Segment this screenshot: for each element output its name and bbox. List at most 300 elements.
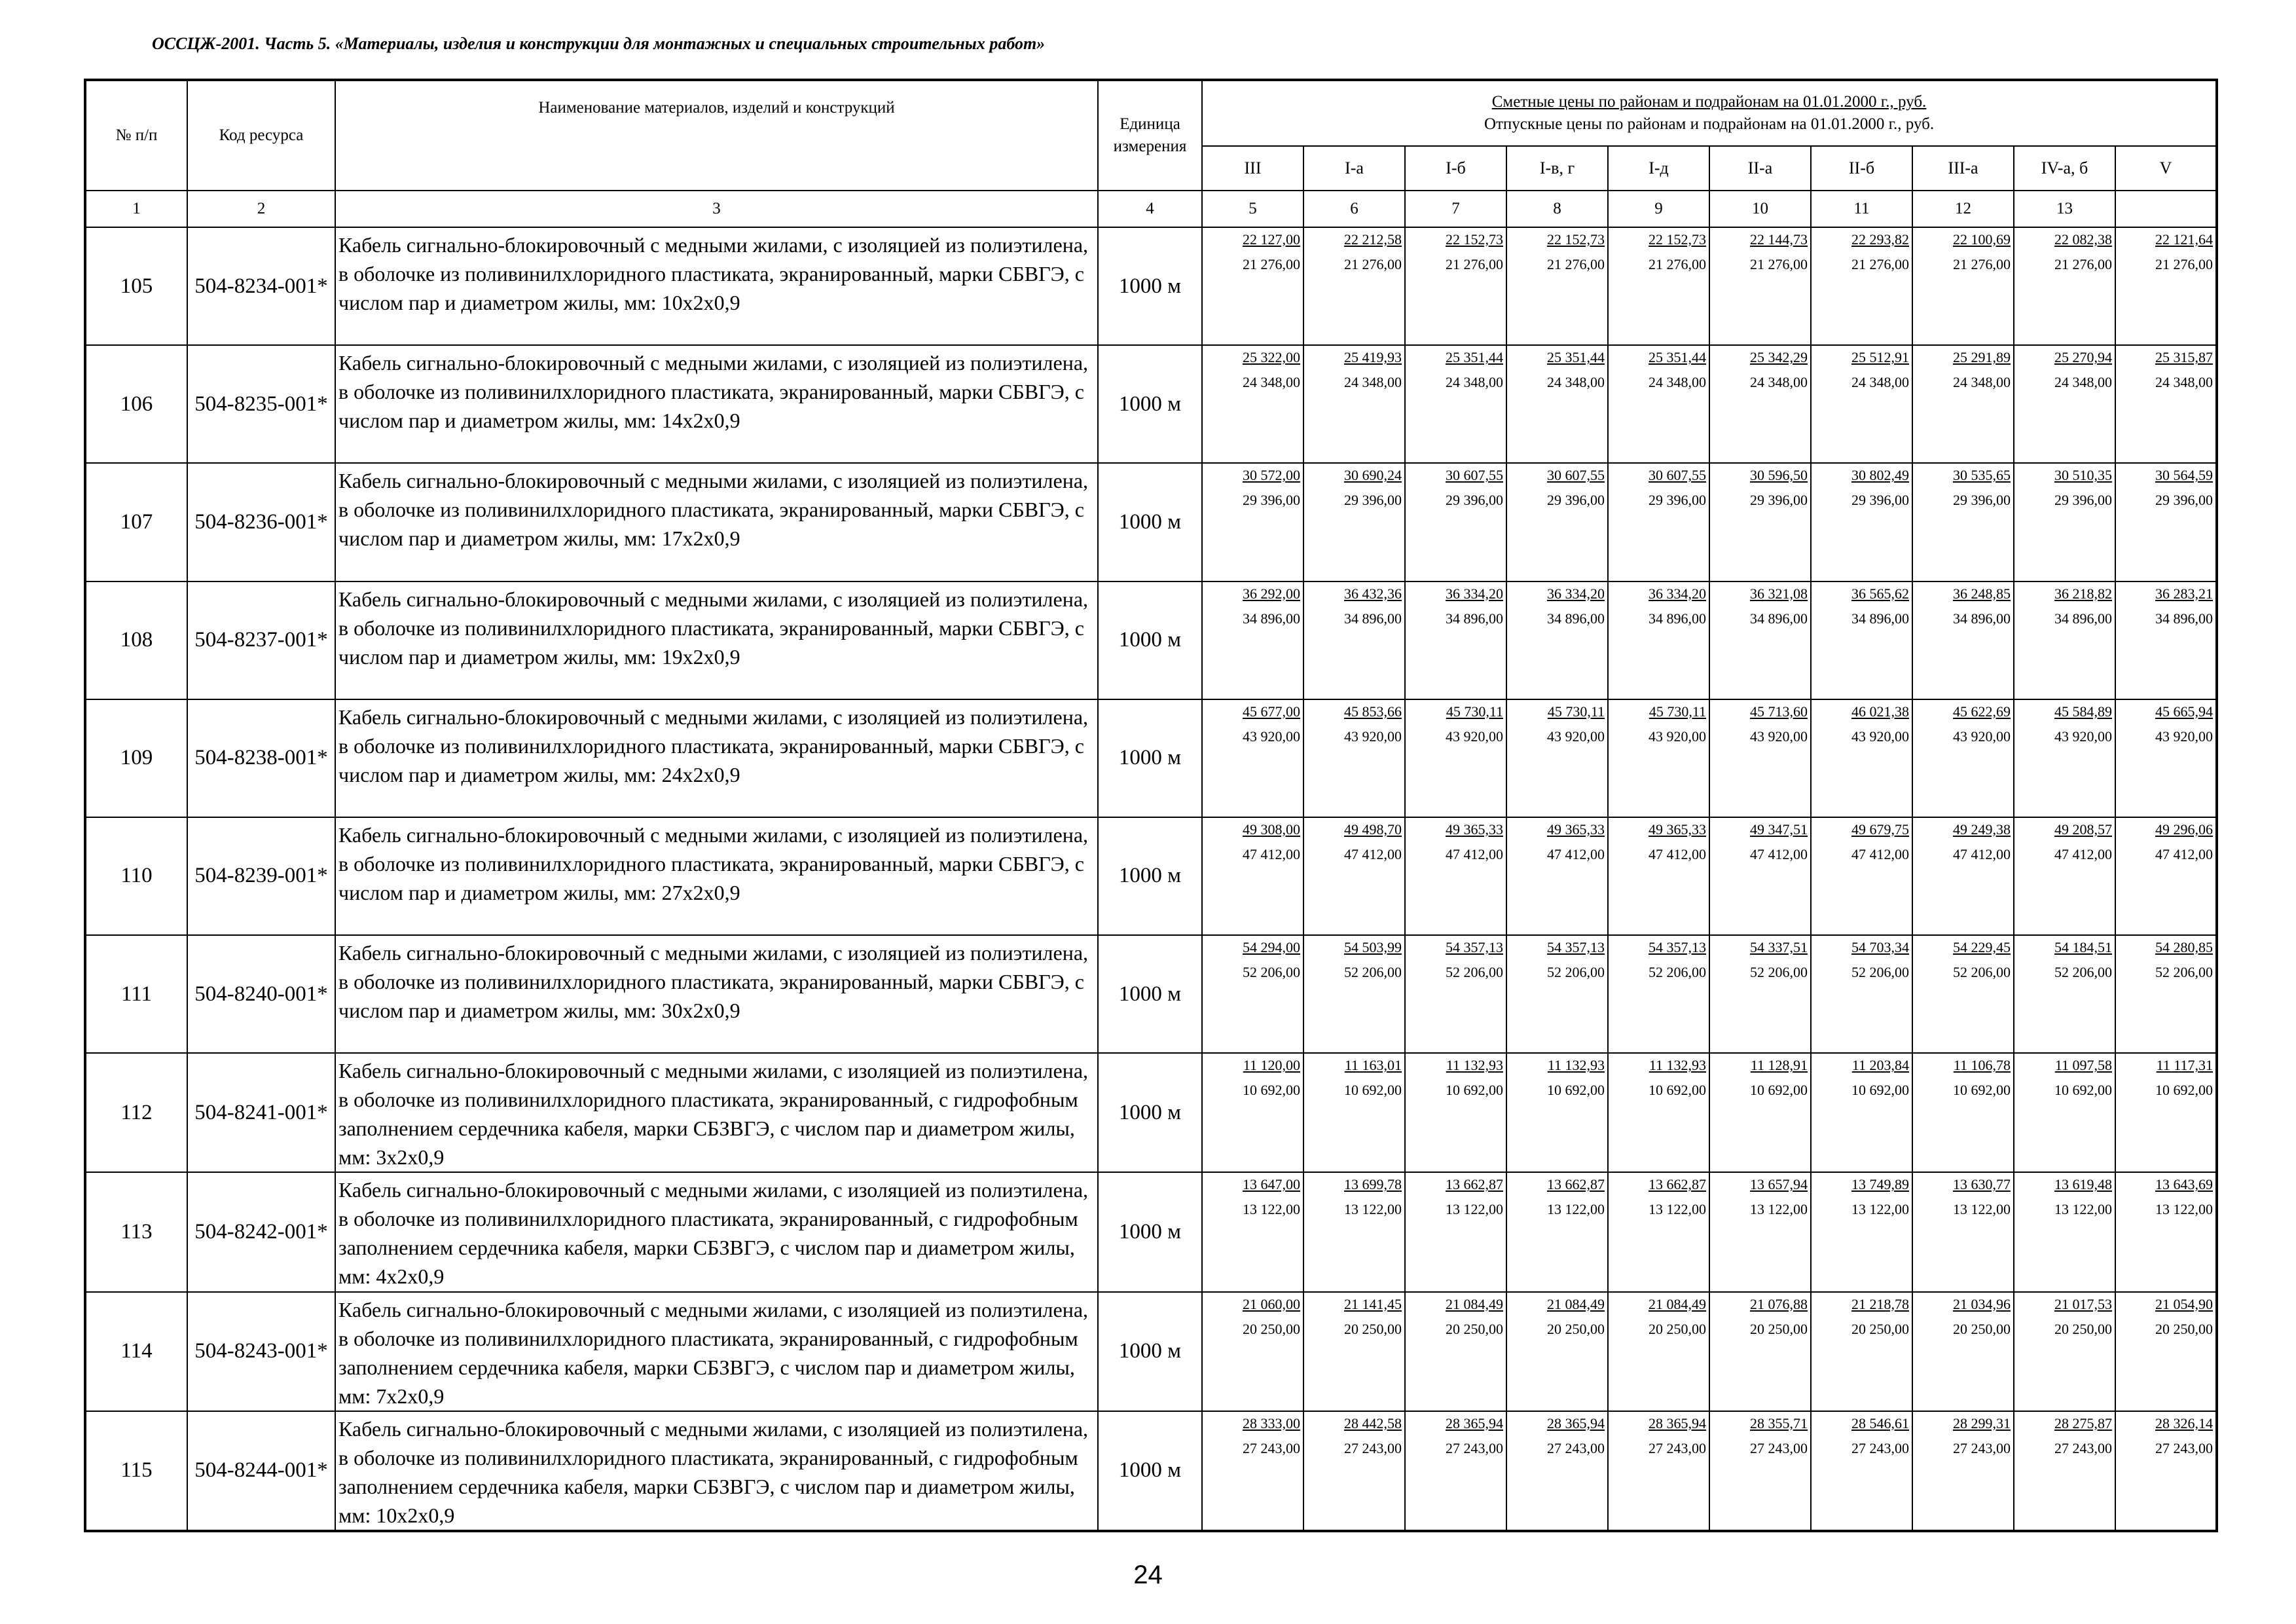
price-cell: [2115, 463, 2217, 581]
estimate-price: 45 584,89: [2054, 703, 2112, 720]
estimate-price: 36 292,00: [1243, 585, 1300, 602]
estimate-price: 25 419,93: [1344, 349, 1402, 366]
release-price: 27 243,00: [1953, 1439, 2011, 1456]
release-price: 10 692,00: [1750, 1082, 1808, 1099]
release-price: 24 348,00: [1243, 374, 1300, 391]
estimate-price: 21 084,49: [1649, 1295, 1706, 1312]
price-cell: [1303, 227, 1405, 345]
price-cell: [2014, 227, 2115, 345]
estimate-price: 25 322,00: [1243, 349, 1300, 366]
price-cell: [1405, 935, 1506, 1053]
estimate-price: 25 512,91: [1851, 349, 1909, 366]
price-cell: [1405, 1172, 1506, 1291]
header-region: III-а: [1912, 146, 2014, 191]
estimate-price: 11 163,01: [1344, 1057, 1402, 1074]
table-row: [85, 345, 2217, 463]
estimate-price: 30 564,59: [2155, 467, 2214, 484]
release-price: 10 692,00: [1446, 1082, 1503, 1099]
estimate-price: 11 203,84: [1851, 1057, 1909, 1074]
resource-code: 504-8239-001*: [187, 817, 335, 935]
estimate-price: 13 619,48: [2054, 1176, 2112, 1193]
release-price: 34 896,00: [2054, 610, 2112, 627]
release-price: 29 396,00: [2155, 492, 2214, 509]
release-price: 13 122,00: [1649, 1201, 1706, 1218]
estimate-price: 21 218,78: [1851, 1295, 1909, 1312]
release-price: 20 250,00: [1953, 1320, 2011, 1337]
estimate-price: 45 730,11: [1649, 703, 1706, 720]
release-price: 47 412,00: [1446, 845, 1503, 862]
page-number: 24: [1133, 1560, 1163, 1589]
price-cell: [1912, 1053, 2014, 1172]
estimate-price: 25 351,44: [1649, 349, 1706, 366]
estimate-price: 25 270,94: [2054, 349, 2112, 366]
price-cell: [2115, 227, 2217, 345]
price-cell: [1709, 1172, 1811, 1291]
header-unit: Единица измерения: [1098, 80, 1202, 191]
release-price: 27 243,00: [1547, 1439, 1605, 1456]
price-cell: [1303, 1053, 1405, 1172]
price-cell: [1709, 817, 1811, 935]
estimate-price: 28 275,87: [2054, 1414, 2112, 1431]
table-row: [85, 581, 2217, 699]
estimate-price: 22 293,82: [1851, 231, 1909, 248]
estimate-price: 21 076,88: [1750, 1295, 1808, 1312]
release-price: 24 348,00: [1649, 374, 1706, 391]
estimate-price: 49 365,33: [1649, 821, 1706, 838]
release-price: 43 920,00: [1547, 728, 1605, 745]
material-name: Кабель сигнально-блокировочный с медными жилами, с изоляцией из полиэтилена, в оболочке из поливинилхлоридного пластиката, экранированный, марки СБВГЭ, с числом пар и диаметром жилы, мм: 30x2x0,9: [335, 935, 1098, 1053]
table-row: [85, 463, 2217, 581]
estimate-price: 25 342,29: [1750, 349, 1808, 366]
estimate-price: 36 218,82: [2054, 585, 2112, 602]
release-price: 13 122,00: [1750, 1201, 1808, 1218]
release-price: 52 206,00: [2155, 964, 2214, 981]
header-region: V: [2115, 146, 2217, 191]
estimate-price: 54 184,51: [2054, 939, 2112, 956]
estimate-price: 54 357,13: [1547, 939, 1605, 956]
column-number-row: [85, 191, 2217, 227]
price-cell: [1405, 817, 1506, 935]
price-cell: [1506, 227, 1608, 345]
price-cell: [1912, 227, 2014, 345]
unit: 1000 м: [1098, 1411, 1202, 1531]
release-price: 52 206,00: [1344, 964, 1402, 981]
estimate-price: 11 117,31: [2156, 1057, 2214, 1074]
estimate-price: 11 128,91: [1750, 1057, 1808, 1074]
release-price: 24 348,00: [1750, 374, 1808, 391]
release-price: 29 396,00: [1851, 492, 1909, 509]
release-price: 43 920,00: [2054, 728, 2112, 745]
column-number: 8: [1506, 191, 1608, 227]
resource-code: 504-8237-001*: [187, 581, 335, 699]
header-prices: [1202, 80, 2217, 146]
release-price: 43 920,00: [2155, 728, 2214, 745]
release-price: 47 412,00: [1649, 845, 1706, 862]
release-price: 29 396,00: [1547, 492, 1605, 509]
release-price: 34 896,00: [1851, 610, 1909, 627]
price-cell: [1202, 345, 1303, 463]
release-price: 43 920,00: [1243, 728, 1300, 745]
estimate-price: 30 802,49: [1851, 467, 1909, 484]
price-cell: [1811, 817, 1912, 935]
estimate-price: 45 622,69: [1953, 703, 2011, 720]
price-cell: [2115, 817, 2217, 935]
price-cell: [2014, 1172, 2115, 1291]
table-row: [85, 1172, 2217, 1291]
price-cell: [1506, 699, 1608, 817]
unit: 1000 м: [1098, 1172, 1202, 1291]
material-name: Кабель сигнально-блокировочный с медными жилами, с изоляцией из полиэтилена, в оболочке из поливинилхлоридного пластиката, экранированный, марки СБВГЭ, с числом пар и диаметром жилы, мм: 27x2x0,9: [335, 817, 1098, 935]
estimate-price: 13 647,00: [1243, 1176, 1300, 1193]
header-region: I-в, г: [1506, 146, 1608, 191]
estimate-price: 36 432,36: [1344, 585, 1402, 602]
estimate-price: 11 097,58: [2054, 1057, 2112, 1074]
estimate-price: 30 690,24: [1344, 467, 1402, 484]
release-price: 13 122,00: [1953, 1201, 2011, 1218]
price-cell: [1912, 345, 2014, 463]
release-price: 34 896,00: [1649, 610, 1706, 627]
resource-code: 504-8244-001*: [187, 1411, 335, 1531]
estimate-price: 11 132,93: [1649, 1057, 1706, 1074]
table-row: [85, 935, 2217, 1053]
release-price: 10 692,00: [1851, 1082, 1909, 1099]
release-price: 20 250,00: [1344, 1320, 1402, 1337]
header-name: Наименование материалов, изделий и конструкций: [335, 80, 1098, 191]
row-number: 109: [85, 699, 187, 817]
estimate-price: 13 699,78: [1344, 1176, 1402, 1193]
price-cell: [1506, 817, 1608, 935]
release-price: 20 250,00: [2155, 1320, 2214, 1337]
release-price: 47 412,00: [1953, 845, 2011, 862]
estimate-price: 11 132,93: [1446, 1057, 1503, 1074]
price-cell: [1506, 1172, 1608, 1291]
table-row: [85, 699, 2217, 817]
release-price: 34 896,00: [1243, 610, 1300, 627]
estimate-price: 25 351,44: [1446, 349, 1503, 366]
estimate-price: 36 565,62: [1851, 585, 1909, 602]
estimate-price: 36 248,85: [1953, 585, 2011, 602]
release-price: 52 206,00: [1547, 964, 1605, 981]
estimate-price: 45 713,60: [1750, 703, 1808, 720]
release-price: 27 243,00: [1851, 1439, 1909, 1456]
row-number: 114: [85, 1292, 187, 1411]
price-cell: [2014, 1053, 2115, 1172]
release-price: 20 250,00: [1851, 1320, 1909, 1337]
document-header: ОССЦЖ-2001. Часть 5. «Материалы, изделия и конструкции для монтажных и специальных строительных работ»: [152, 34, 1046, 53]
unit: 1000 м: [1098, 699, 1202, 817]
estimate-price: 22 212,58: [1344, 231, 1402, 248]
estimate-price: 13 643,69: [2155, 1176, 2214, 1193]
material-name: Кабель сигнально-блокировочный с медными жилами, с изоляцией из полиэтилена, в оболочке из поливинилхлоридного пластиката, экранированный, с гидрофобным заполнением сердечника кабеля, марки СБЗВГЭ, с числом пар и диаметром жилы, мм: 4x2x0,9: [335, 1172, 1098, 1291]
release-price: 20 250,00: [1750, 1320, 1808, 1337]
release-price: 43 920,00: [1851, 728, 1909, 745]
estimate-price: 45 665,94: [2155, 703, 2214, 720]
release-price: 24 348,00: [1344, 374, 1402, 391]
price-cell: [2014, 1411, 2115, 1531]
price-cell: [2115, 1053, 2217, 1172]
price-cell: [1202, 1172, 1303, 1291]
estimate-price: 36 321,08: [1750, 585, 1808, 602]
row-number: 112: [85, 1053, 187, 1172]
release-price: 27 243,00: [1446, 1439, 1503, 1456]
release-price: 20 250,00: [1446, 1320, 1503, 1337]
release-price: 27 243,00: [1750, 1439, 1808, 1456]
price-cell: [1709, 1053, 1811, 1172]
unit: 1000 м: [1098, 1292, 1202, 1411]
unit: 1000 м: [1098, 345, 1202, 463]
price-cell: [1709, 227, 1811, 345]
release-price: 52 206,00: [1953, 964, 2011, 981]
release-price: 47 412,00: [1344, 845, 1402, 862]
price-cell: [1811, 1292, 1912, 1411]
price-cell: [2115, 1411, 2217, 1531]
resource-code: 504-8241-001*: [187, 1053, 335, 1172]
estimate-price: 13 630,77: [1953, 1176, 2011, 1193]
price-cell: [1709, 699, 1811, 817]
estimate-price: 49 308,00: [1243, 821, 1300, 838]
estimate-price: 22 121,64: [2155, 231, 2214, 248]
estimate-price: 13 749,89: [1851, 1176, 1909, 1193]
estimate-price: 13 662,87: [1446, 1176, 1503, 1193]
release-price: 21 276,00: [1649, 256, 1706, 273]
release-price: 34 896,00: [1953, 610, 2011, 627]
price-cell: [1506, 1411, 1608, 1531]
release-price: 21 276,00: [1446, 256, 1503, 273]
price-cell: [1608, 1053, 1709, 1172]
row-number: 115: [85, 1411, 187, 1531]
release-price: 47 412,00: [1851, 845, 1909, 862]
price-cell: [1202, 227, 1303, 345]
release-price: 13 122,00: [2054, 1201, 2112, 1218]
table-row: [85, 1292, 2217, 1411]
price-cell: [1405, 463, 1506, 581]
release-price: 34 896,00: [1446, 610, 1503, 627]
price-cell: [2014, 699, 2115, 817]
estimate-price: 30 535,65: [1953, 467, 2011, 484]
resource-code: 504-8234-001*: [187, 227, 335, 345]
release-price: 47 412,00: [1750, 845, 1808, 862]
release-price: 47 412,00: [2054, 845, 2112, 862]
resource-code: 504-8240-001*: [187, 935, 335, 1053]
price-cell: [1608, 345, 1709, 463]
unit: 1000 м: [1098, 935, 1202, 1053]
resource-code: 504-8243-001*: [187, 1292, 335, 1411]
price-cell: [1303, 817, 1405, 935]
estimate-price: 45 677,00: [1243, 703, 1300, 720]
price-cell: [1811, 699, 1912, 817]
price-cell: [1912, 817, 2014, 935]
price-cell: [1811, 345, 1912, 463]
material-name: Кабель сигнально-блокировочный с медными жилами, с изоляцией из полиэтилена, в оболочке из поливинилхлоридного пластиката, экранированный, марки СБВГЭ, с числом пар и диаметром жилы, мм: 10x2x0,9: [335, 227, 1098, 345]
estimate-price: 54 703,34: [1851, 939, 1909, 956]
release-price: 24 348,00: [2054, 374, 2112, 391]
release-price: 52 206,00: [1750, 964, 1808, 981]
estimate-price: 54 337,51: [1750, 939, 1808, 956]
price-cell: [1608, 1292, 1709, 1411]
price-cell: [2115, 935, 2217, 1053]
material-name: Кабель сигнально-блокировочный с медными жилами, с изоляцией из полиэтилена, в оболочке из поливинилхлоридного пластиката, экранированный, с гидрофобным заполнением сердечника кабеля, марки СБЗВГЭ, с числом пар и диаметром жилы, мм: 10x2x0,9: [335, 1411, 1098, 1531]
estimate-price: 49 498,70: [1344, 821, 1402, 838]
estimate-price: 22 127,00: [1243, 231, 1300, 248]
estimate-price: 49 365,33: [1547, 821, 1605, 838]
price-cell: [1709, 1411, 1811, 1531]
estimate-price: 36 334,20: [1649, 585, 1706, 602]
release-price: 43 920,00: [1446, 728, 1503, 745]
column-number: 11: [1811, 191, 1912, 227]
estimate-price: 13 657,94: [1750, 1176, 1808, 1193]
price-cell: [1506, 463, 1608, 581]
price-cell: [1608, 1411, 1709, 1531]
price-cell: [2115, 345, 2217, 463]
price-cell: [1608, 581, 1709, 699]
material-name: Кабель сигнально-блокировочный с медными жилами, с изоляцией из полиэтилена, в оболочке из поливинилхлоридного пластиката, экранированный, марки СБВГЭ, с числом пар и диаметром жилы, мм: 17x2x0,9: [335, 463, 1098, 581]
release-price: 43 920,00: [1750, 728, 1808, 745]
release-price: 21 276,00: [1851, 256, 1909, 273]
release-price: 10 692,00: [1547, 1082, 1605, 1099]
estimate-price: 30 510,35: [2054, 467, 2112, 484]
resource-code: 504-8236-001*: [187, 463, 335, 581]
material-name: Кабель сигнально-блокировочный с медными жилами, с изоляцией из полиэтилена, в оболочке из поливинилхлоридного пластиката, экранированный, с гидрофобным заполнением сердечника кабеля, марки СБЗВГЭ, с числом пар и диаметром жилы, мм: 3x2x0,9: [335, 1053, 1098, 1172]
release-price: 27 243,00: [2054, 1439, 2112, 1456]
column-number: 2: [187, 191, 335, 227]
price-cell: [1912, 935, 2014, 1053]
release-price: 21 276,00: [2155, 256, 2214, 273]
row-number: 107: [85, 463, 187, 581]
price-cell: [1608, 935, 1709, 1053]
row-number: 108: [85, 581, 187, 699]
price-cell: [1405, 581, 1506, 699]
price-cell: [1912, 1292, 2014, 1411]
price-cell: [1303, 935, 1405, 1053]
price-cell: [1506, 345, 1608, 463]
estimate-price: 49 249,38: [1953, 821, 2011, 838]
table-row: [85, 1053, 2217, 1172]
estimate-price: 25 315,87: [2155, 349, 2214, 366]
release-price: 29 396,00: [1750, 492, 1808, 509]
release-price: 10 692,00: [1953, 1082, 2011, 1099]
row-number: 106: [85, 345, 187, 463]
release-price: 13 122,00: [1446, 1201, 1503, 1218]
estimate-price: 36 334,20: [1446, 585, 1503, 602]
price-cell: [1912, 1172, 2014, 1291]
header-num: № п/п: [85, 80, 187, 191]
release-price: 29 396,00: [2054, 492, 2112, 509]
price-cell: [1811, 227, 1912, 345]
column-number: 5: [1202, 191, 1303, 227]
estimate-price: 22 152,73: [1547, 231, 1605, 248]
unit: 1000 м: [1098, 227, 1202, 345]
column-number: 12: [1912, 191, 2014, 227]
price-cell: [1405, 227, 1506, 345]
release-price: 52 206,00: [1243, 964, 1300, 981]
estimate-price: 45 853,66: [1344, 703, 1402, 720]
release-price: 13 122,00: [1547, 1201, 1605, 1218]
price-cell: [1405, 1411, 1506, 1531]
release-price: 34 896,00: [1344, 610, 1402, 627]
header-region: I-а: [1303, 146, 1405, 191]
estimate-price: 49 347,51: [1750, 821, 1808, 838]
price-cell: [1709, 345, 1811, 463]
price-cell: [1506, 935, 1608, 1053]
release-price: 29 396,00: [1953, 492, 2011, 509]
release-price: 29 396,00: [1446, 492, 1503, 509]
material-name: Кабель сигнально-блокировочный с медными жилами, с изоляцией из полиэтилена, в оболочке из поливинилхлоридного пластиката, экранированный, марки СБВГЭ, с числом пар и диаметром жилы, мм: 14x2x0,9: [335, 345, 1098, 463]
release-price: 52 206,00: [1446, 964, 1503, 981]
estimate-price: 30 607,55: [1649, 467, 1706, 484]
estimate-price: 46 021,38: [1851, 703, 1909, 720]
estimate-price: 25 291,89: [1953, 349, 2011, 366]
price-cell: [1202, 935, 1303, 1053]
price-cell: [2115, 699, 2217, 817]
estimate-price: 54 294,00: [1243, 939, 1300, 956]
estimate-price: 49 679,75: [1851, 821, 1909, 838]
release-price: 34 896,00: [1750, 610, 1808, 627]
price-cell: [1303, 699, 1405, 817]
price-cell: [1912, 463, 2014, 581]
resource-code: 504-8242-001*: [187, 1172, 335, 1291]
material-name: Кабель сигнально-блокировочный с медными жилами, с изоляцией из полиэтилена, в оболочке из поливинилхлоридного пластиката, экранированный, марки СБВГЭ, с числом пар и диаметром жилы, мм: 19x2x0,9: [335, 581, 1098, 699]
estimate-price: 22 082,38: [2054, 231, 2112, 248]
price-cell: [1202, 1053, 1303, 1172]
estimate-price: 54 503,99: [1344, 939, 1402, 956]
release-price: 10 692,00: [2054, 1082, 2112, 1099]
estimate-price: 21 034,96: [1953, 1295, 2011, 1312]
estimate-price: 22 152,73: [1649, 231, 1706, 248]
estimate-price: 28 365,94: [1649, 1414, 1706, 1431]
unit: 1000 м: [1098, 1053, 1202, 1172]
header-region: III: [1202, 146, 1303, 191]
estimate-price: 13 662,87: [1649, 1176, 1706, 1193]
price-cell: [1811, 1172, 1912, 1291]
release-price: 34 896,00: [2155, 610, 2214, 627]
release-price: 21 276,00: [1243, 256, 1300, 273]
estimate-price: 54 357,13: [1649, 939, 1706, 956]
release-price: 13 122,00: [1243, 1201, 1300, 1218]
estimate-price: 11 106,78: [1953, 1057, 2011, 1074]
estimate-price: 30 572,00: [1243, 467, 1300, 484]
price-cell: [1608, 463, 1709, 581]
estimate-price: 36 283,21: [2155, 585, 2214, 602]
estimate-price: 22 100,69: [1953, 231, 2011, 248]
estimate-price: 49 208,57: [2054, 821, 2112, 838]
price-cell: [1405, 699, 1506, 817]
release-price: 52 206,00: [1851, 964, 1909, 981]
price-cell: [2014, 345, 2115, 463]
release-price: 13 122,00: [1344, 1201, 1402, 1218]
release-price: 29 396,00: [1344, 492, 1402, 509]
price-cell: [1608, 1172, 1709, 1291]
release-price: 24 348,00: [1547, 374, 1605, 391]
estimate-price: 25 351,44: [1547, 349, 1605, 366]
price-cell: [1709, 463, 1811, 581]
release-price: 29 396,00: [1649, 492, 1706, 509]
column-number: 10: [1709, 191, 1811, 227]
price-cell: [2014, 1292, 2115, 1411]
estimate-price: 45 730,11: [1446, 703, 1503, 720]
price-cell: [1709, 935, 1811, 1053]
release-price: 21 276,00: [1750, 256, 1808, 273]
estimate-price: 21 084,49: [1547, 1295, 1605, 1312]
release-price: 47 412,00: [1547, 845, 1605, 862]
release-price: 21 276,00: [1547, 256, 1605, 273]
release-price: 10 692,00: [1243, 1082, 1300, 1099]
price-cell: [1405, 1292, 1506, 1411]
price-table: [84, 79, 2218, 1532]
table-row: [85, 227, 2217, 345]
release-price: 29 396,00: [1243, 492, 1300, 509]
row-number: 105: [85, 227, 187, 345]
column-number: 3: [335, 191, 1098, 227]
